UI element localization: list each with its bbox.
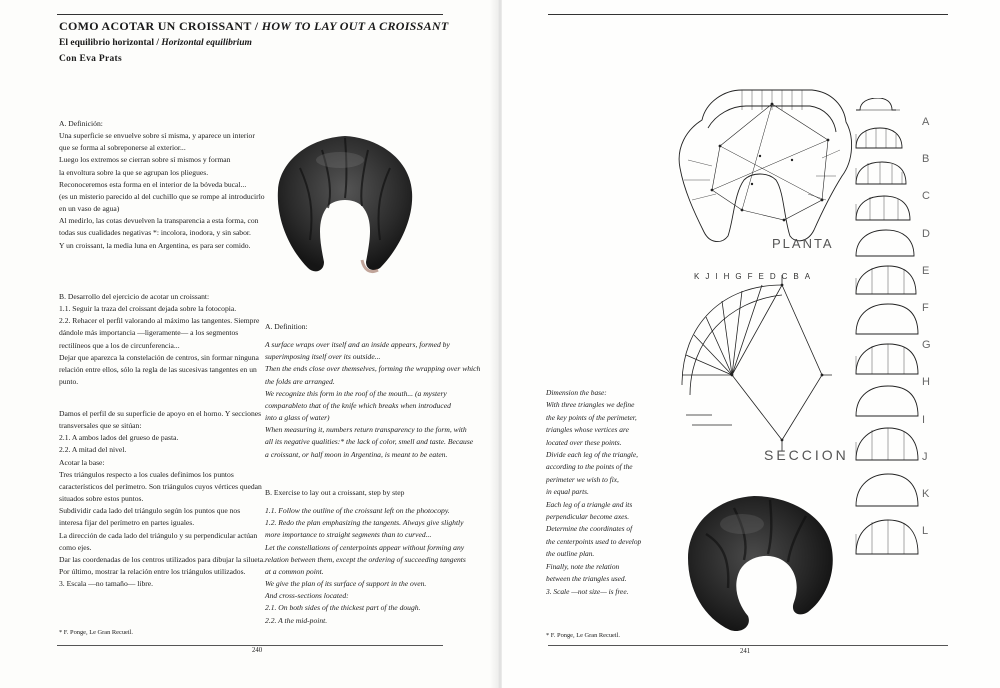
dimension-line: perimeter we wish to fix,	[546, 474, 619, 484]
subtitle-separator: /	[154, 38, 162, 48]
spanish-line: todas sus cualidades negativas *: incolora, inodora, y sin sabor.	[59, 228, 251, 238]
author-credit: Con Eva Prats	[59, 54, 123, 64]
english-line: superimposing itself over its outside...	[265, 352, 381, 362]
spanish-line: Dejar que aparezca la constelación de centros, sin formar ninguna	[59, 352, 259, 362]
dimension-line: the outline plan.	[546, 549, 595, 559]
dimension-line: the centerpoints used to develop	[546, 536, 642, 546]
seccion-label: SECCION	[764, 447, 849, 463]
dimension-line: located over these points.	[546, 437, 622, 447]
fan-letter: D	[769, 272, 782, 281]
english-line: a croissant, or half moon in Argentina, is meant to be eaten.	[265, 449, 448, 459]
dimension-line: 3. Scale —not size— is free.	[546, 586, 629, 596]
dimension-line: Finally, note the relation	[546, 561, 620, 571]
fan-letters	[694, 272, 816, 281]
spanish-line: Luego los extremos se cierran sobre sí mismos y forman	[59, 155, 231, 165]
spanish-line: situados sobre estos puntos.	[59, 494, 144, 504]
subtitle-spanish: El equilibrio horizontal	[59, 38, 155, 48]
fan-letter: B	[793, 272, 805, 281]
dimension-line: Determine the coordinates of	[546, 524, 633, 534]
croissant-photo	[270, 120, 420, 280]
fan-letter: E	[758, 272, 770, 281]
spanish-line: rectilíneos que a los de circunferencia...	[59, 340, 180, 350]
dimension-line: With three triangles we define	[546, 400, 635, 410]
fan-letter: A	[804, 272, 817, 281]
spanish-line: característicos del perímetro. Son triángulos cuyos vértices quedan	[59, 481, 262, 491]
english-line: 2.2. A the mid-point.	[265, 615, 328, 625]
section-letter: G	[922, 339, 931, 352]
spanish-line: 2.2. Rehacer el perfil valorando al máximo las tangentes. Siempre	[59, 316, 260, 326]
fan-letter: F	[747, 272, 759, 281]
spanish-line: que se forma al sobreponerse al exterior...	[59, 143, 186, 153]
english-line: at a common point.	[265, 566, 324, 576]
dimension-line: Dimension the base:	[546, 388, 607, 397]
spanish-line: 1.1. Seguir la traza del croissant dejada sobre la fotocopia.	[59, 304, 237, 314]
english-line: B. Exercise to lay out a croissant, step by step	[265, 488, 405, 497]
spanish-exercise	[59, 291, 259, 388]
spanish-definition	[59, 118, 265, 252]
dimension-line: triangles whose vertices are	[546, 425, 629, 435]
spanish-line: Por último, mostrar la relación entre los triángulos utilizados.	[59, 567, 246, 577]
dimension-line: perpendicular become axes.	[546, 512, 630, 522]
seccion-drawing	[672, 265, 872, 465]
title-separator: /	[251, 19, 262, 33]
fan-letter: K	[694, 272, 706, 281]
english-line: A. Definition:	[265, 322, 308, 331]
footer-rule	[548, 645, 948, 646]
spanish-line: Subdividir cada lado del triángulo según los puntos que nos	[59, 506, 241, 516]
title-english: HOW TO LAY OUT A CROISSANT	[261, 19, 449, 33]
english-line: And cross-sections located:	[265, 591, 349, 601]
header-rule	[548, 14, 948, 15]
fan-letter: J	[705, 272, 716, 281]
section-letter: C	[922, 190, 930, 203]
spanish-sections	[59, 408, 265, 590]
spanish-line: 2.2. A mitad del nivel.	[59, 445, 127, 455]
planta-drawing	[672, 80, 872, 260]
subtitle-english: Horizontal equilibrium	[161, 38, 252, 48]
english-line: comparableto that of the knife which breaks when introduced	[265, 400, 451, 410]
spanish-line: 3. Escala —no tamaño— libre.	[59, 579, 154, 589]
spanish-line: Una superficie se envuelve sobre sí misma, y aparece un interior	[59, 131, 255, 141]
section-letter: H	[922, 376, 930, 389]
section-letter: A	[922, 116, 930, 128]
english-line: 1.1. Follow the outline of the croissant left on the photocopy.	[265, 506, 450, 516]
english-line: relation between them, except the ordering of succeeding tangents	[265, 554, 466, 564]
english-line: Let the constellations of centerpoints appear without forming any	[265, 542, 465, 552]
spanish-line: dándole más importancia —ligeramente— a los segmentos	[59, 328, 239, 338]
spanish-line: Damos el perfil de su superficie de apoyo en el horno. Y secciones	[59, 409, 262, 418]
page-title	[59, 19, 449, 34]
section-letter: E	[922, 264, 930, 277]
spanish-line: Reconoceremos esta forma en el interior de la bóveda bucal...	[59, 179, 247, 189]
spanish-line: B. Desarrollo del ejercicio de acotar un croissant:	[59, 292, 210, 301]
spanish-line: Dar las coordenadas de los centros utilizados para dibujar la silueta.	[59, 554, 266, 564]
spanish-line: Al medirlo, las cotas devuelven la transparencia a esta forma, con	[59, 216, 259, 226]
croissant-top-photo	[682, 488, 842, 638]
spanish-line: (es un misterio parecido al del cuchillo que se rompe al introducirlo	[59, 191, 265, 201]
spanish-line: A. Definición:	[59, 119, 103, 128]
spanish-line: 2.1. A ambos lados del grueso de pasta.	[59, 433, 179, 443]
spanish-line: La dirección de cada lado del triángulo y su perpendicular actúan	[59, 530, 258, 540]
fan-letter: I	[715, 272, 724, 281]
dimension-line: in equal parts.	[546, 487, 589, 497]
dimension-line: according to the points of the	[546, 462, 633, 472]
english-line: all its negative qualities:* the lack of color, smell and taste. Because	[265, 437, 474, 447]
english-line: 2.1. On both sides of the thickest part of the dough.	[265, 603, 421, 613]
english-line: into a glass of water)	[265, 413, 330, 423]
english-line: more importance to straight segments than to curved...	[265, 530, 432, 540]
footnote: * F. Ponge, Le Gran Recueil.	[59, 629, 134, 636]
header-rule	[57, 14, 443, 15]
section-letter: L	[922, 525, 929, 538]
spanish-line: Tres triángulos respecto a los cuales definimos los puntos	[59, 469, 234, 479]
planta-label: PLANTA	[772, 236, 834, 251]
spanish-line: transversales que se sitúan:	[59, 421, 142, 431]
left-page	[0, 0, 498, 688]
spanish-line: Y un croissant, la media luna en Argentina, es para ser comido.	[59, 240, 251, 250]
dimension-line: the key points of the perimeter,	[546, 412, 637, 422]
fan-letter: H	[723, 272, 736, 281]
subtitle	[59, 38, 252, 48]
english-line: the folds are arranged.	[265, 376, 335, 386]
section-letter: J	[922, 450, 928, 463]
fan-letter: G	[735, 272, 748, 281]
dimension-line: Each leg of a triangle and its	[546, 499, 633, 509]
dimension-text	[546, 387, 641, 598]
section-letter: B	[922, 153, 930, 166]
english-exercise	[265, 487, 466, 627]
footer-rule	[57, 645, 443, 646]
english-line: A surface wraps over itself and an inside appears, formed by	[265, 340, 450, 350]
page-number: 241	[740, 648, 751, 655]
spanish-line: como ejes.	[59, 542, 92, 552]
english-line: Then the ends close over themselves, forming the wrapping over which	[265, 364, 481, 374]
page-number: 240	[252, 647, 263, 654]
spanish-line: Acotar la base:	[59, 457, 105, 467]
english-line: When measuring it, numbers return transparency to the form, with	[265, 425, 467, 435]
dimension-line: between the triangles used.	[546, 574, 627, 584]
spanish-line: relación entre ellos, sólo la regla de las sucesivas tangentes en un	[59, 364, 257, 374]
title-spanish: COMO ACOTAR UN CROISSANT	[59, 19, 252, 33]
cross-sections-drawing	[852, 98, 932, 598]
section-letters	[922, 104, 942, 550]
spanish-line: la envoltura sobre la que se agrupan los pliegues.	[59, 167, 209, 177]
spanish-line: punto.	[59, 377, 79, 387]
spanish-line: interesa fijar del perímetro en partes iguales.	[59, 518, 195, 528]
english-line: We recognize this form in the roof of the mouth... (a mystery	[265, 388, 447, 398]
right-page	[502, 0, 1000, 688]
english-line: We give the plan of its surface of support in the oven.	[265, 579, 427, 589]
spanish-line: en un vaso de agua)	[59, 204, 120, 214]
english-definition	[265, 321, 480, 461]
section-letter: I	[922, 413, 926, 426]
dimension-line: Divide each leg of the triangle,	[546, 450, 638, 460]
section-letter: D	[922, 227, 930, 240]
footnote: * F. Ponge, Le Gran Recueil.	[546, 632, 621, 639]
fan-letter: C	[781, 272, 794, 281]
section-letter: K	[922, 488, 930, 501]
section-letter: F	[922, 302, 929, 315]
english-line: 1.2. Redo the plan emphasizing the tangents. Always give slightly	[265, 518, 464, 528]
